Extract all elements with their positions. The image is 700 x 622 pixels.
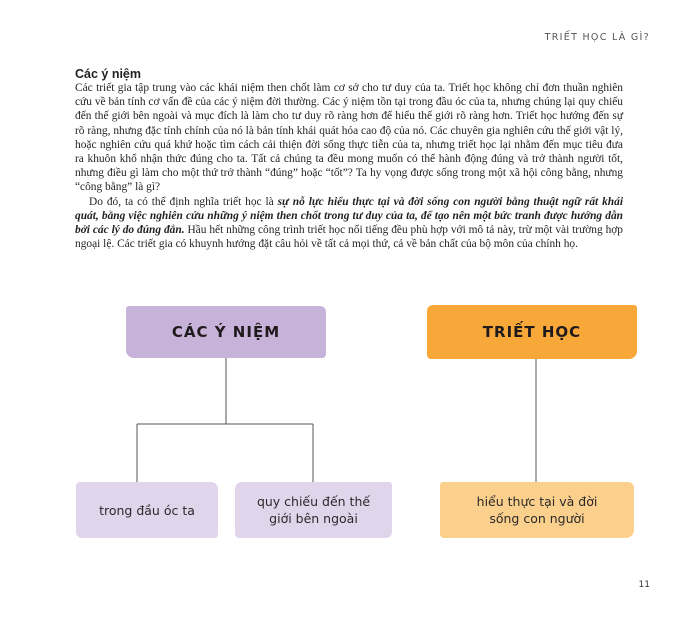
philosophy-box-label: TRIẾT HỌC <box>482 323 582 341</box>
page-number: 11 <box>638 580 650 590</box>
paragraph-2-lead: Do đó, ta có thể định nghĩa triết học là <box>89 195 278 208</box>
section-title: Các ý niệm <box>75 67 142 81</box>
ideas-box <box>126 306 326 358</box>
ideas-child-label-world: quy chiếu đến thế giới bên ngoài <box>256 494 371 526</box>
ideas-child-label-mind: trong đầu óc ta <box>99 502 195 518</box>
philosophy-child-label: hiểu thực tại và đời sống con người <box>476 494 598 526</box>
running-header: TRIẾT HỌC LÀ GÌ? <box>544 32 650 43</box>
paragraph-2-tail: Hầu hết những công trình triết học nổi tiếng đều phù hợp với mô tả này, trừ một vài trường hợp ngoại lệ. Các triết gia có khuynh hướng đặt câu hỏi về tất cả mọi thứ, cả về bản chất của bộ môn của chính họ. <box>75 224 624 251</box>
definition-emphasis: sự nỗ lực hiểu thực tại và đời sống con người bằng thuật ngữ rất khái quát, bằng việc nghiên cứu những ý niệm then chốt trong tư duy của ta, để tạo nên một bức tranh được hướng dẫn bởi các lý do đúng đắn. <box>75 195 623 237</box>
paragraph-1: Các triết gia tập trung vào các khái niệm then chốt làm cơ sở cho tư duy của ta. Triết học không chỉ đơn thuần nghiên cứu về bản tính cơ vấn đề của các ý niệm đời thường. Các ý niệm tồn tại trong đầu óc của ta, nhưng chúng lại quy chiếu đến thế giới bên ngoài và mục đích là làm cho tư duy rõ ràng hơn để hiểu thế giới rõ ràng hơn. Triết học hướng đến sự rõ ràng, nhưng đặc tính chính của nó là bản tính khái quát hóa cao độ của nó. Các chuyên gia nghiên cứu thế giới vật lý, hoặc nghiên cứu quá khứ hoặc tìm cách cải thiện đời sống thực tiễn của ta, nhưng triết học lại nhằm đến mục tiêu đưa ra khuôn khổ nhận thức đúng cho ta. Tất cả chúng ta đều mong muốn có thể hành động đúng và trở thành người tốt, nhưng điều gì làm cho một thứ trở thành “đúng” hoặc “tốt”? Ta hy vọng được sống trong một xã hội công bằng, nhưng “công bằng” là gì? <box>75 82 623 194</box>
ideas-child-box-world <box>235 482 392 538</box>
philosophy-child-box <box>440 482 634 538</box>
ideas-child-box-mind <box>76 482 218 538</box>
philosophy-box <box>427 305 637 359</box>
ideas-box-label: CÁC Ý NIỆM <box>171 323 281 341</box>
